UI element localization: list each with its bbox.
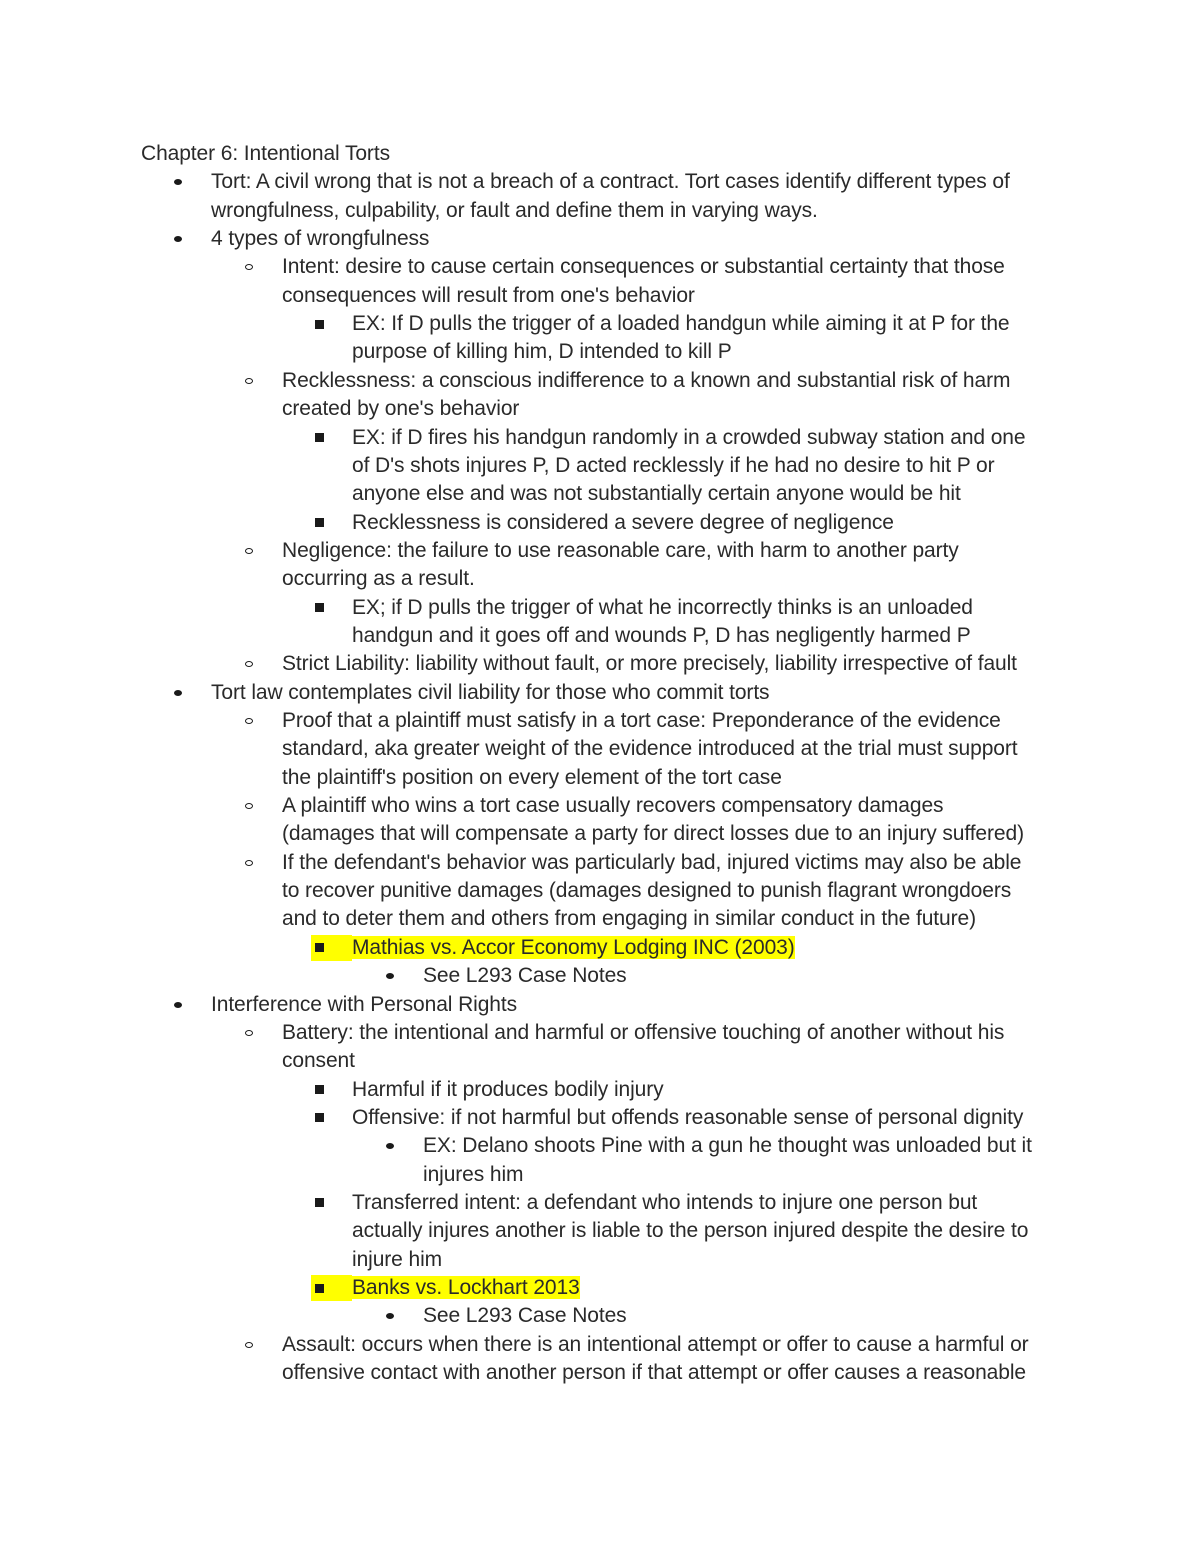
line-text: Strict Liability: liability without fault, or more precisely, liability irrespective of fault	[282, 652, 1017, 676]
bullet-disc-icon	[386, 1313, 394, 1319]
bullet-disc-icon	[174, 1002, 182, 1008]
page-title	[141, 140, 390, 168]
line-text: 4 types of wrongfulness	[211, 227, 430, 251]
bullet-circle-icon	[245, 1342, 253, 1348]
bullet-circle-icon	[245, 548, 253, 554]
outline-line	[352, 594, 973, 622]
line-text: (damages that will compensate a party for direct losses due to an injury suffered)	[282, 822, 1024, 846]
line-text: See L293 Case Notes	[423, 964, 627, 988]
outline-line	[282, 395, 519, 423]
bullet-disc-icon	[386, 1143, 394, 1149]
highlighted-case-name: Mathias vs. Accor Economy Lodging INC (2003)	[352, 935, 795, 959]
line-text: A plaintiff who wins a tort case usually recovers compensatory damages	[282, 794, 944, 818]
bullet-square-icon	[315, 1113, 324, 1122]
line-text: occurring as a result.	[282, 567, 475, 591]
line-text: Offensive: if not harmful but offends reasonable sense of personal dignity	[352, 1105, 1024, 1129]
bullet-circle-icon	[245, 378, 253, 384]
outline-line	[352, 1274, 580, 1302]
bullet-square-icon	[315, 320, 324, 329]
line-text: Tort: A civil wrong that is not a breach of a contract. Tort cases identify different types of	[211, 170, 1010, 194]
outline-line	[352, 1246, 442, 1274]
outline-line	[352, 424, 1025, 452]
line-text: offensive contact with another person if that attempt or offer causes a reasonable	[282, 1361, 1026, 1385]
outline-line	[423, 1302, 627, 1330]
line-text: If the defendant's behavior was particularly bad, injured victims may also be able	[282, 850, 1022, 874]
bullet-disc-icon	[174, 690, 182, 696]
bullet-circle-icon	[245, 264, 253, 270]
outline-line	[211, 679, 769, 707]
line-text: Tort law contemplates civil liability for those who commit torts	[211, 680, 770, 704]
line-text: the plaintiff's position on every element of the tort case	[282, 765, 782, 789]
line-text: handgun and it goes off and wounds P, D has negligently harmed P	[352, 623, 971, 647]
bullet-disc-icon	[386, 973, 394, 979]
line-text: EX: If D pulls the trigger of a loaded handgun while aiming it at P for the	[352, 312, 1010, 336]
outline-line	[211, 991, 517, 1019]
outline-line	[282, 1331, 1029, 1359]
outline-line	[352, 1189, 977, 1217]
outline-line	[282, 1019, 1004, 1047]
bullet-circle-icon	[245, 860, 253, 866]
line-text: consent	[282, 1049, 355, 1073]
line-text: Interference with Personal Rights	[211, 992, 518, 1016]
bullet-square-icon	[315, 1085, 324, 1094]
outline-line	[282, 1047, 355, 1075]
line-text: Recklessness is considered a severe degree of negligence	[352, 510, 894, 534]
line-text: anyone else and was not substantially certain anyone would be hit	[352, 482, 961, 506]
outline-line	[282, 707, 1001, 735]
outline-line	[211, 168, 1010, 196]
outline-line	[282, 849, 1021, 877]
line-text: Negligence: the failure to use reasonable care, with harm to another party	[282, 538, 959, 562]
line-text: injures him	[423, 1162, 524, 1186]
line-text: Harmful if it produces bodily injury	[352, 1077, 664, 1101]
outline-line	[282, 735, 1018, 763]
bullet-circle-icon	[245, 718, 253, 724]
bullet-disc-icon	[174, 236, 182, 242]
bullet-circle-icon	[245, 1030, 253, 1036]
bullet-square-icon	[315, 433, 324, 442]
outline-line	[352, 509, 894, 537]
outline-line	[352, 1217, 1028, 1245]
bullet-square-icon	[315, 1198, 324, 1207]
outline-line	[282, 367, 1010, 395]
line-text: Recklessness: a conscious indifference to a known and substantial risk of harm	[282, 368, 1011, 392]
line-text: standard, aka greater weight of the evidence introduced at the trial must support	[282, 737, 1018, 761]
line-text: wrongfulness, culpability, or fault and define them in varying ways.	[211, 198, 818, 222]
line-text: Intent: desire to cause certain consequences or substantial certainty that those	[282, 255, 1005, 279]
outline-line	[352, 622, 971, 650]
outline-line	[352, 480, 961, 508]
outline-line	[423, 1132, 1032, 1160]
line-text: purpose of killing him, D intended to kill P	[352, 340, 732, 364]
outline-line	[282, 877, 1011, 905]
outline-line	[282, 764, 782, 792]
outline-line	[282, 905, 976, 933]
outline-line	[211, 225, 429, 253]
line-text: and to deter them and others from engaging in similar conduct in the future)	[282, 907, 976, 931]
outline-line	[423, 962, 627, 990]
line-text: Transferred intent: a defendant who intends to injure one person but	[352, 1190, 978, 1214]
line-text: Battery: the intentional and harmful or offensive touching of another without his	[282, 1020, 1005, 1044]
outline-line	[282, 1359, 1026, 1387]
outline-line	[211, 197, 818, 225]
outline-line	[352, 310, 1010, 338]
bullet-square-icon	[315, 518, 324, 527]
line-text: Chapter 6: Intentional Torts	[141, 142, 390, 165]
outline-line	[282, 792, 943, 820]
outline-line	[423, 1161, 523, 1189]
outline-line	[352, 1104, 1023, 1132]
line-text: injure him	[352, 1247, 443, 1271]
line-text: EX: if D fires his handgun randomly in a crowded subway station and one	[352, 425, 1026, 449]
bullet-circle-icon	[245, 661, 253, 667]
line-text: EX; if D pulls the trigger of what he incorrectly thinks is an unloaded	[352, 595, 973, 619]
outline-line	[282, 282, 695, 310]
bullet-square-icon	[315, 1284, 324, 1293]
bullet-square-icon	[315, 943, 324, 952]
line-text: to recover punitive damages (damages designed to punish flagrant wrongdoers	[282, 879, 1012, 903]
line-text: Proof that a plaintiff must satisfy in a tort case: Preponderance of the evidence	[282, 709, 1001, 732]
outline-line	[282, 565, 475, 593]
outline-line	[352, 1076, 664, 1104]
outline-line	[282, 537, 959, 565]
outline-line	[282, 253, 1005, 281]
line-text: created by one's behavior	[282, 397, 520, 421]
outline-line	[282, 650, 1017, 678]
line-text: See L293 Case Notes	[423, 1304, 627, 1328]
outline-line	[352, 452, 995, 480]
line-text: of D's shots injures P, D acted recklessly if he had no desire to hit P or	[352, 453, 995, 477]
outline-line	[352, 338, 732, 366]
bullet-disc-icon	[174, 179, 182, 185]
bullet-circle-icon	[245, 803, 253, 809]
line-text: consequences will result from one's behavior	[282, 283, 695, 307]
outline-line	[352, 934, 795, 962]
line-text: Assault: occurs when there is an intentional attempt or offer to cause a harmful or	[282, 1332, 1029, 1356]
highlighted-case-name: Banks vs. Lockhart 2013	[352, 1276, 580, 1299]
line-text: EX: Delano shoots Pine with a gun he thought was unloaded but it	[423, 1134, 1032, 1158]
line-text: actually injures another is liable to the person injured despite the desire to	[352, 1219, 1029, 1243]
outline-line	[282, 820, 1024, 848]
bullet-square-icon	[315, 603, 324, 612]
